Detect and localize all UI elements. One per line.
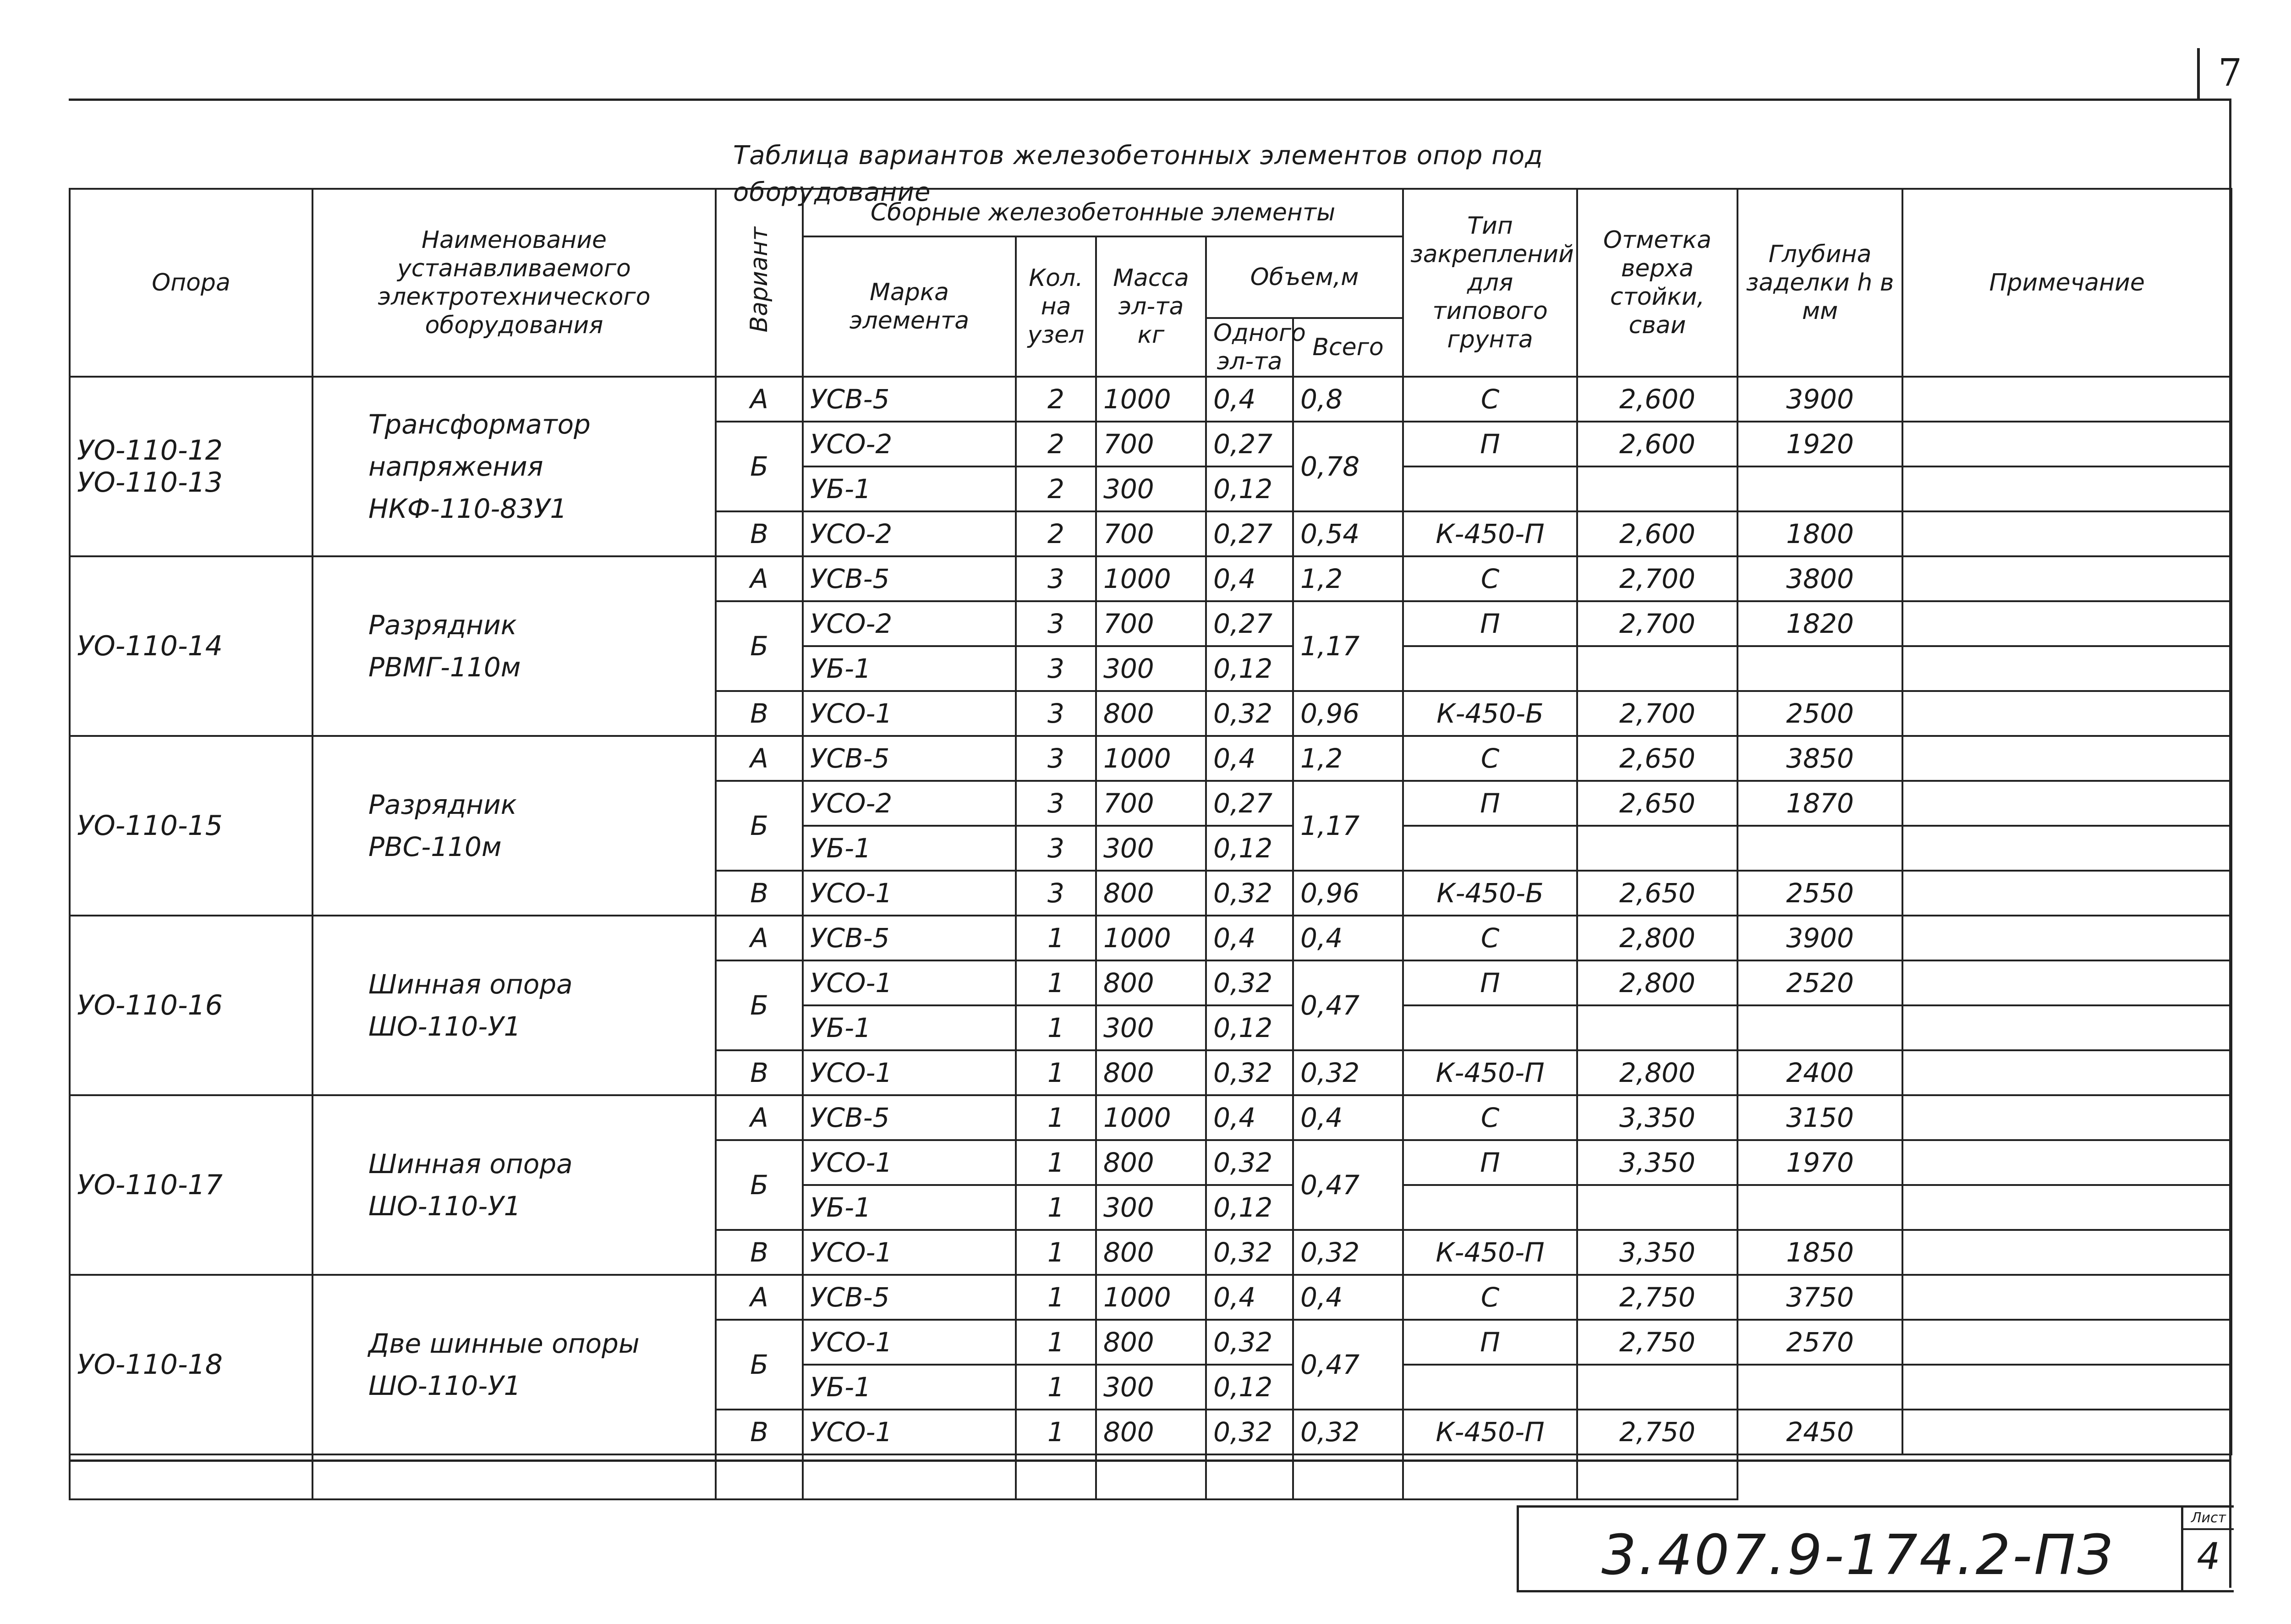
sheet-number: 4 [2197, 1535, 2220, 1578]
mass-cell: 300 [1096, 1185, 1206, 1230]
elevation-cell: 2,750 [1577, 1275, 1737, 1320]
variant-cell: В [716, 1410, 803, 1454]
mass-cell: 300 [1096, 466, 1206, 511]
elevation-cell: 2,800 [1577, 916, 1737, 960]
mass-cell: 300 [1096, 1365, 1206, 1410]
table-header [70, 189, 2231, 377]
qty-cell: 1 [1016, 1050, 1096, 1095]
equipment-line: Трансформатор [368, 409, 591, 440]
elevation-cell: 2,700 [1577, 556, 1737, 601]
depth-cell [1737, 646, 1902, 691]
variant-cell: В [716, 691, 803, 736]
elevation-cell: 3,350 [1577, 1095, 1737, 1140]
opora-cell [70, 1095, 312, 1275]
note-cell [1902, 1050, 2231, 1095]
depth-cell: 1800 [1737, 511, 1902, 556]
opora-cell [70, 556, 312, 736]
depth-cell: 1870 [1737, 781, 1902, 826]
fix-type-cell: К-450-П [1403, 1410, 1577, 1454]
mark-cell: УСВ-5 [803, 1275, 1016, 1320]
qty-cell: 3 [1016, 646, 1096, 691]
table-row [70, 1275, 2231, 1320]
note-cell [1902, 871, 2231, 916]
elevation-cell [1577, 466, 1737, 511]
document-code: 3.407.9-174.2-ПЗ [1601, 1524, 2115, 1587]
equipment-line: ШО-110-У1 [368, 1370, 521, 1401]
header-vol-total: Всего [1293, 318, 1403, 377]
mass-cell: 800 [1096, 691, 1206, 736]
variant-cell: Б [716, 1320, 803, 1410]
vol-one-cell: 0,4 [1206, 1275, 1293, 1320]
elevation-cell [1577, 646, 1737, 691]
mark-cell: УБ-1 [803, 1005, 1016, 1050]
vol-total-cell: 0,4 [1293, 1275, 1403, 1320]
vol-total-cell: 0,96 [1293, 871, 1403, 916]
equipment-line: РВМГ-110м [368, 652, 521, 683]
fix-type-cell: С [1403, 916, 1577, 960]
equipment-line: Разрядник [368, 609, 517, 641]
note-cell [1902, 960, 2231, 1005]
page-number: 7 [2197, 48, 2259, 99]
depth-cell: 3850 [1737, 736, 1902, 781]
header-equipment: Наименование устанавливаемого электротехнического оборудования [312, 189, 716, 377]
note-cell [1902, 736, 2231, 781]
vol-total-cell: 0,78 [1293, 422, 1403, 511]
vol-one-cell: 0,32 [1206, 1230, 1293, 1275]
fix-type-cell: С [1403, 1275, 1577, 1320]
vol-one-cell: 0,4 [1206, 556, 1293, 601]
note-cell [1902, 1005, 2231, 1050]
qty-cell: 2 [1016, 511, 1096, 556]
note-cell [1902, 1230, 2231, 1275]
opora-cell [70, 916, 312, 1095]
equipment-cell [312, 377, 716, 556]
equipment-cell [312, 1275, 716, 1454]
qty-cell: 1 [1016, 1275, 1096, 1320]
note-cell [1902, 1140, 2231, 1185]
fix-type-cell [1403, 1365, 1577, 1410]
note-cell [1902, 511, 2231, 556]
vol-one-cell: 0,27 [1206, 601, 1293, 646]
mass-cell: 800 [1096, 960, 1206, 1005]
vol-total-cell: 0,32 [1293, 1410, 1403, 1454]
mass-cell: 800 [1096, 1410, 1206, 1454]
fix-type-cell: П [1403, 1320, 1577, 1365]
mass-cell: 800 [1096, 1230, 1206, 1275]
fix-type-cell: П [1403, 422, 1577, 466]
elevation-cell: 2,700 [1577, 601, 1737, 646]
qty-cell: 3 [1016, 781, 1096, 826]
qty-cell: 3 [1016, 556, 1096, 601]
mark-cell: УСО-1 [803, 871, 1016, 916]
variant-cell: В [716, 1050, 803, 1095]
vol-total-cell: 1,17 [1293, 601, 1403, 691]
elevation-cell: 3,350 [1577, 1140, 1737, 1185]
vol-total-cell: 1,2 [1293, 736, 1403, 781]
vol-one-cell: 0,27 [1206, 511, 1293, 556]
mass-cell: 300 [1096, 1005, 1206, 1050]
vol-total-cell: 0,47 [1293, 1320, 1403, 1410]
fix-type-cell: К-450-П [1403, 1230, 1577, 1275]
opora-label: УО-110-16 [77, 989, 223, 1021]
header-qty: Кол. на узел [1016, 236, 1096, 377]
elevation-cell: 2,750 [1577, 1320, 1737, 1365]
mass-cell: 800 [1096, 1140, 1206, 1185]
mark-cell: УСО-2 [803, 781, 1016, 826]
variant-cell: В [716, 871, 803, 916]
opora-cell [70, 736, 312, 916]
opora-label: УО-110-13 [77, 466, 223, 499]
vol-one-cell: 0,4 [1206, 1095, 1293, 1140]
vol-total-cell: 0,32 [1293, 1050, 1403, 1095]
variant-cell: А [716, 916, 803, 960]
depth-cell: 3900 [1737, 916, 1902, 960]
fix-type-cell: С [1403, 556, 1577, 601]
note-cell [1902, 916, 2231, 960]
fix-type-cell: П [1403, 601, 1577, 646]
opora-cell [70, 377, 312, 556]
header-vol-one: Одного эл-та [1206, 318, 1293, 377]
vol-one-cell: 0,12 [1206, 1185, 1293, 1230]
opora-label: УО-110-18 [77, 1349, 223, 1381]
vol-total-cell: 0,47 [1293, 960, 1403, 1050]
variant-cell: В [716, 511, 803, 556]
table-title: Таблица вариантов железобетонных элементов опор под оборудование [733, 141, 1543, 207]
mass-cell: 700 [1096, 511, 1206, 556]
sheet-box [2181, 1508, 2234, 1590]
mass-cell: 1000 [1096, 377, 1206, 422]
frame-top-rule [69, 99, 2231, 101]
mass-cell: 1000 [1096, 1275, 1206, 1320]
header-fix-type: Тип закреплений для типового грунта [1403, 189, 1577, 377]
mass-cell: 700 [1096, 601, 1206, 646]
mark-cell: УСВ-5 [803, 556, 1016, 601]
elevation-cell [1577, 1185, 1737, 1230]
vol-one-cell: 0,12 [1206, 826, 1293, 871]
elevation-cell: 2,800 [1577, 1050, 1737, 1095]
header-variant [716, 189, 803, 377]
table-row [70, 377, 2231, 422]
depth-cell: 3900 [1737, 377, 1902, 422]
qty-cell: 3 [1016, 601, 1096, 646]
header-volume: Объем,м [1206, 236, 1403, 318]
elevation-cell [1577, 826, 1737, 871]
fix-type-cell [1403, 466, 1577, 511]
equipment-cell [312, 736, 716, 916]
equipment-line: Шинная опора [368, 1148, 573, 1180]
mark-cell: УСО-2 [803, 422, 1016, 466]
vol-one-cell: 0,12 [1206, 1005, 1293, 1050]
mass-cell: 1000 [1096, 736, 1206, 781]
variants-table [69, 188, 2232, 1500]
vol-one-cell: 0,32 [1206, 871, 1293, 916]
depth-cell: 2550 [1737, 871, 1902, 916]
variant-cell: А [716, 377, 803, 422]
depth-cell: 3150 [1737, 1095, 1902, 1140]
fix-type-cell [1403, 1185, 1577, 1230]
note-cell [1902, 691, 2231, 736]
header-opora: Опора [70, 189, 312, 377]
fix-type-cell: П [1403, 781, 1577, 826]
vol-total-cell: 0,4 [1293, 916, 1403, 960]
note-cell [1902, 377, 2231, 422]
header-note: Примечание [1902, 189, 2231, 377]
depth-cell: 2450 [1737, 1410, 1902, 1454]
mark-cell: УБ-1 [803, 646, 1016, 691]
fix-type-cell: П [1403, 1140, 1577, 1185]
mass-cell: 1000 [1096, 556, 1206, 601]
qty-cell: 1 [1016, 1140, 1096, 1185]
depth-cell [1737, 1185, 1902, 1230]
depth-cell: 2570 [1737, 1320, 1902, 1365]
depth-cell: 2400 [1737, 1050, 1902, 1095]
mark-cell: УСВ-5 [803, 736, 1016, 781]
fix-type-cell [1403, 826, 1577, 871]
mark-cell: УБ-1 [803, 466, 1016, 511]
vol-total-cell: 0,8 [1293, 377, 1403, 422]
table-row [70, 736, 2231, 781]
mark-cell: УБ-1 [803, 826, 1016, 871]
vol-one-cell: 0,4 [1206, 377, 1293, 422]
frame-bottom-rule [69, 1459, 2231, 1462]
header-prefab: Сборные железобетонные элементы [803, 189, 1403, 236]
equipment-line: Шинная опора [368, 969, 573, 1000]
vol-total-cell: 0,32 [1293, 1230, 1403, 1275]
qty-cell: 1 [1016, 1365, 1096, 1410]
mass-cell: 800 [1096, 1050, 1206, 1095]
elevation-cell: 2,650 [1577, 736, 1737, 781]
depth-cell [1737, 466, 1902, 511]
variant-cell: Б [716, 601, 803, 691]
note-cell [1902, 601, 2231, 646]
variant-cell: А [716, 1275, 803, 1320]
variant-cell: А [716, 1095, 803, 1140]
mark-cell: УСВ-5 [803, 1095, 1016, 1140]
mass-cell: 800 [1096, 1320, 1206, 1365]
depth-cell: 2520 [1737, 960, 1902, 1005]
elevation-cell [1577, 1365, 1737, 1410]
mark-cell: УБ-1 [803, 1365, 1016, 1410]
depth-cell [1737, 1365, 1902, 1410]
variant-cell: А [716, 556, 803, 601]
vol-one-cell: 0,4 [1206, 916, 1293, 960]
mass-cell: 300 [1096, 646, 1206, 691]
opora-label: УО-110-14 [77, 630, 223, 662]
vol-one-cell: 0,32 [1206, 1140, 1293, 1185]
header-mark: Марка элемента [803, 236, 1016, 377]
note-cell [1902, 826, 2231, 871]
vol-one-cell: 0,12 [1206, 646, 1293, 691]
depth-cell: 1920 [1737, 422, 1902, 466]
elevation-cell: 2,750 [1577, 1410, 1737, 1454]
mark-cell: УСО-1 [803, 1140, 1016, 1185]
note-cell [1902, 1320, 2231, 1365]
note-cell [1902, 1365, 2231, 1410]
fix-type-cell [1403, 646, 1577, 691]
note-cell [1902, 1185, 2231, 1230]
header-variant-label: Вариант [745, 226, 773, 333]
note-cell [1902, 556, 2231, 601]
vol-one-cell: 0,32 [1206, 1320, 1293, 1365]
note-cell [1902, 1410, 2231, 1454]
equipment-line: ШО-110-У1 [368, 1011, 521, 1042]
fix-type-cell: С [1403, 377, 1577, 422]
qty-cell: 3 [1016, 691, 1096, 736]
vol-one-cell: 0,4 [1206, 736, 1293, 781]
equipment-cell [312, 556, 716, 736]
elevation-cell: 3,350 [1577, 1230, 1737, 1275]
header-depth: Глубина заделки h в мм [1737, 189, 1902, 377]
mark-cell: УСВ-5 [803, 377, 1016, 422]
equipment-line: НКФ-110-83У1 [368, 493, 567, 524]
qty-cell: 3 [1016, 871, 1096, 916]
qty-cell: 1 [1016, 1185, 1096, 1230]
qty-cell: 1 [1016, 916, 1096, 960]
header-elevation: Отметка верха стойки, сваи [1577, 189, 1737, 377]
mass-cell: 1000 [1096, 1095, 1206, 1140]
mass-cell: 800 [1096, 871, 1206, 916]
qty-cell: 1 [1016, 1320, 1096, 1365]
note-cell [1902, 781, 2231, 826]
elevation-cell: 2,600 [1577, 377, 1737, 422]
mass-cell: 700 [1096, 781, 1206, 826]
opora-label: УО-110-15 [77, 810, 223, 842]
equipment-line: напряжения [368, 451, 543, 482]
vol-one-cell: 0,12 [1206, 466, 1293, 511]
opora-cell [70, 1275, 312, 1454]
elevation-cell [1577, 1005, 1737, 1050]
variant-cell: Б [716, 1140, 803, 1230]
vol-one-cell: 0,27 [1206, 781, 1293, 826]
qty-cell: 3 [1016, 826, 1096, 871]
elevation-cell: 2,600 [1577, 511, 1737, 556]
vol-one-cell: 0,32 [1206, 691, 1293, 736]
note-cell [1902, 422, 2231, 466]
fix-type-cell: П [1403, 960, 1577, 1005]
vol-total-cell: 0,4 [1293, 1095, 1403, 1140]
depth-cell: 3800 [1737, 556, 1902, 601]
vol-one-cell: 0,32 [1206, 960, 1293, 1005]
vol-total-cell: 0,47 [1293, 1140, 1403, 1230]
mark-cell: УСО-1 [803, 1410, 1016, 1454]
fix-type-cell: К-450-П [1403, 1050, 1577, 1095]
depth-cell: 1850 [1737, 1230, 1902, 1275]
elevation-cell: 2,800 [1577, 960, 1737, 1005]
qty-cell: 2 [1016, 422, 1096, 466]
variant-cell: Б [716, 960, 803, 1050]
depth-cell: 2500 [1737, 691, 1902, 736]
mass-cell: 300 [1096, 826, 1206, 871]
vol-total-cell: 0,54 [1293, 511, 1403, 556]
fix-type-cell: С [1403, 736, 1577, 781]
qty-cell: 1 [1016, 1095, 1096, 1140]
depth-cell: 1970 [1737, 1140, 1902, 1185]
fix-type-cell: К-450-Б [1403, 871, 1577, 916]
mass-cell: 1000 [1096, 916, 1206, 960]
table-row [70, 556, 2231, 601]
depth-cell: 3750 [1737, 1275, 1902, 1320]
vol-total-cell: 0,96 [1293, 691, 1403, 736]
equipment-line: Две шинные опоры [368, 1328, 640, 1359]
fix-type-cell: К-450-Б [1403, 691, 1577, 736]
mark-cell: УБ-1 [803, 1185, 1016, 1230]
variant-cell: Б [716, 422, 803, 511]
note-cell [1902, 1095, 2231, 1140]
equipment-cell [312, 1095, 716, 1275]
mark-cell: УСВ-5 [803, 916, 1016, 960]
mark-cell: УСО-2 [803, 601, 1016, 646]
mark-cell: УСО-1 [803, 691, 1016, 736]
qty-cell: 1 [1016, 1410, 1096, 1454]
elevation-cell: 2,650 [1577, 871, 1737, 916]
variant-cell: А [716, 736, 803, 781]
sheet-label: Лист [2183, 1508, 2234, 1530]
depth-cell [1737, 826, 1902, 871]
qty-cell: 1 [1016, 960, 1096, 1005]
vol-one-cell: 0,32 [1206, 1050, 1293, 1095]
elevation-cell: 2,600 [1577, 422, 1737, 466]
qty-cell: 3 [1016, 736, 1096, 781]
equipment-line: ШО-110-У1 [368, 1191, 521, 1222]
depth-cell: 1820 [1737, 601, 1902, 646]
vol-one-cell: 0,27 [1206, 422, 1293, 466]
vol-total-cell: 1,2 [1293, 556, 1403, 601]
qty-cell: 2 [1016, 377, 1096, 422]
equipment-cell [312, 916, 716, 1095]
note-cell [1902, 1275, 2231, 1320]
header-mass: Масса эл-та кг [1096, 236, 1206, 377]
note-cell [1902, 646, 2231, 691]
variant-cell: В [716, 1230, 803, 1275]
equipment-line: РВС-110м [368, 831, 502, 862]
mass-cell: 700 [1096, 422, 1206, 466]
opora-label: УО-110-12 [77, 434, 223, 466]
title-block-stamp [1517, 1505, 2234, 1592]
elevation-cell: 2,650 [1577, 781, 1737, 826]
vol-total-cell: 1,17 [1293, 781, 1403, 871]
variant-cell: Б [716, 781, 803, 871]
table-row [70, 1095, 2231, 1140]
elevation-cell: 2,700 [1577, 691, 1737, 736]
note-cell [1902, 466, 2231, 511]
vol-one-cell: 0,32 [1206, 1410, 1293, 1454]
opora-label: УО-110-17 [77, 1169, 223, 1201]
equipment-line: Разрядник [368, 789, 517, 820]
mark-cell: УСО-1 [803, 1320, 1016, 1365]
qty-cell: 1 [1016, 1230, 1096, 1275]
fix-type-cell: С [1403, 1095, 1577, 1140]
fix-type-cell: К-450-П [1403, 511, 1577, 556]
table-body [70, 377, 2231, 1499]
qty-cell: 1 [1016, 1005, 1096, 1050]
mark-cell: УСО-1 [803, 1230, 1016, 1275]
depth-cell [1737, 1005, 1902, 1050]
mark-cell: УСО-1 [803, 960, 1016, 1005]
mark-cell: УСО-2 [803, 511, 1016, 556]
mark-cell: УСО-1 [803, 1050, 1016, 1095]
vol-one-cell: 0,12 [1206, 1365, 1293, 1410]
qty-cell: 2 [1016, 466, 1096, 511]
table-row [70, 916, 2231, 960]
fix-type-cell [1403, 1005, 1577, 1050]
